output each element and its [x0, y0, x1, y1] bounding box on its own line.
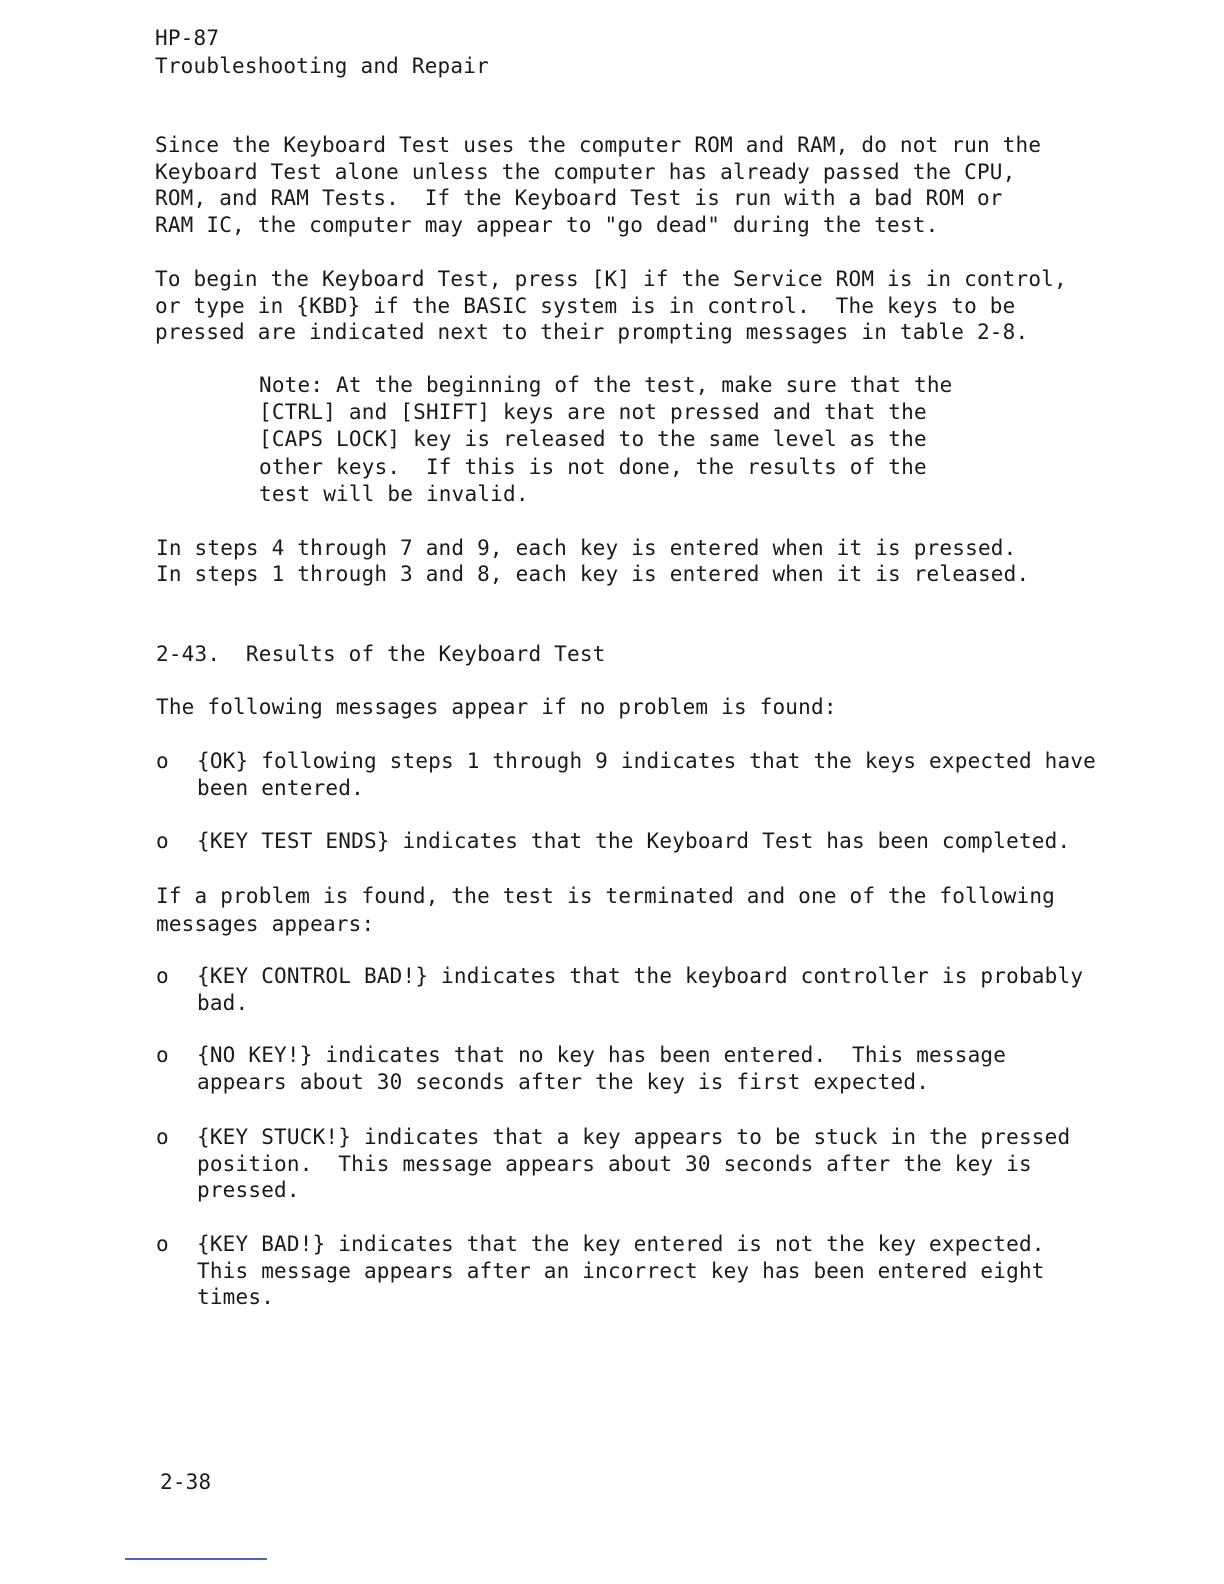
header-product: HP-87 — [155, 26, 220, 50]
footer-rule — [125, 1558, 267, 1560]
key-entry-steps-paragraph: In steps 4 through 7 and 9, each key is entered when it is pressed. In steps 1 through 3 and 8, each key is entered when it is released. — [156, 536, 1030, 586]
list-item-text: {NO KEY!} indicates that no key has been entered. This message appears about 30 seconds after the key is first expected. — [197, 1043, 1007, 1094]
list-item-text: {OK} following steps 1 through 9 indicates that the keys expected have been entered. — [197, 749, 1097, 800]
bullet: o — [156, 749, 169, 773]
note-block: Note: At the beginning of the test, make sure that the [CTRL] and [SHIFT] keys are not pressed and that the [CAPS LOCK] key is released to the same level as the other keys. If this is not done, the results of the test will be invalid. — [259, 373, 953, 506]
problem-intro: If a problem is found, the test is terminated and one of the following messages appears: — [156, 884, 1056, 936]
list-item-text: {KEY BAD!} indicates that the key entered is not the key expected. This message appears after an incorrect key has been entered eight times. — [197, 1232, 1045, 1309]
bullet: o — [156, 829, 169, 853]
list-item-text: {KEY STUCK!} indicates that a key appears to be stuck in the pressed position. This message appears about 30 seconds after the key is pressed. — [197, 1125, 1071, 1202]
header-title: Troubleshooting and Repair — [155, 54, 489, 78]
list-item-text: {KEY TEST ENDS} indicates that the Keyboard Test has been completed. — [197, 829, 1071, 853]
page-header — [155, 24, 489, 80]
bullet: o — [156, 1125, 169, 1149]
list-item-text: {KEY CONTROL BAD!} indicates that the keyboard controller is probably bad. — [197, 964, 1084, 1015]
bullet: o — [156, 1232, 169, 1256]
bullet: o — [156, 964, 169, 988]
bullet: o — [156, 1043, 169, 1067]
intro-paragraph: Since the Keyboard Test uses the computer ROM and RAM, do not run the Keyboard Test alone unless the computer has already passed the CPU, ROM, and RAM Tests. If the Keyboard Test is run with a bad ROM or RAM IC, the computer may appear to "go dead" during the test. — [155, 133, 1042, 237]
no-problem-intro: The following messages appear if no problem is found: — [156, 695, 837, 719]
section-heading: 2-43. Results of the Keyboard Test — [156, 642, 606, 666]
page-number: 2-38 — [160, 1470, 212, 1494]
begin-test-paragraph: To begin the Keyboard Test, press [K] if the Service ROM is in control, or type in {KBD} if the BASIC system is in control. The keys to be pressed are indicated next to their prompting messages in table 2-8. — [155, 267, 1067, 344]
